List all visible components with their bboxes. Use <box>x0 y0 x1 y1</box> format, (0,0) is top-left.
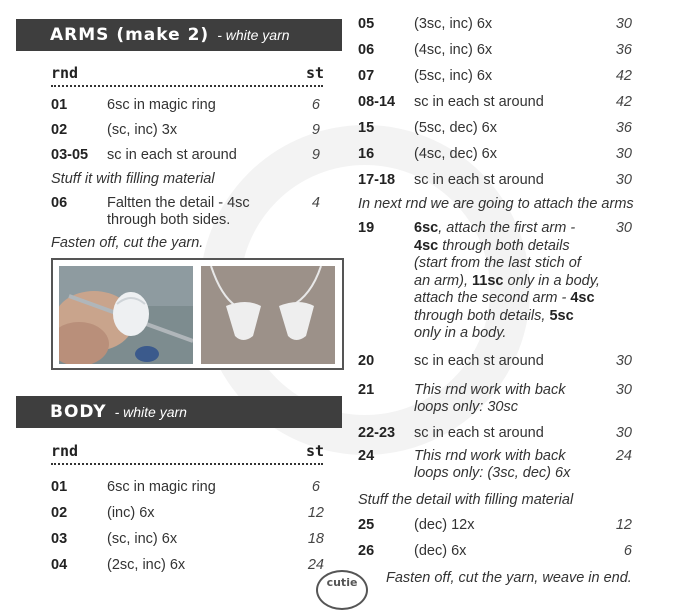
arms-row-st: 9 <box>311 122 320 138</box>
arms-row-st: 4 <box>311 195 320 211</box>
body-row-rnd: 21 <box>358 382 375 398</box>
row19-t1: , attach the first arm - <box>438 220 576 236</box>
arms-fasten-note: Fasten off, cut the yarn. <box>51 235 204 251</box>
row19-t3: (start from the last stich of <box>414 255 581 271</box>
body-title: BODY <box>50 402 107 422</box>
body-row-st: 30 <box>615 425 632 441</box>
arms-row-st: 6 <box>311 97 320 113</box>
body-row-rnd: 26 <box>358 543 375 559</box>
body-row-st: 18 <box>307 531 324 547</box>
body-row-text: (2sc, inc) 6x <box>107 557 186 573</box>
body-row-st: 30 <box>615 146 632 162</box>
body-row-text: (3sc, inc) 6x <box>414 16 493 32</box>
row19-text <box>414 220 600 343</box>
body-row-rnd: 05 <box>358 16 375 32</box>
row24-text <box>414 448 600 482</box>
arms-row-rnd: 06 <box>51 195 68 211</box>
body-fasten-note: Fasten off, cut the yarn, weave in end. <box>386 570 632 586</box>
body-row-st: 30 <box>615 172 632 188</box>
body-row-rnd: 16 <box>358 146 375 162</box>
arms-row-rnd: 01 <box>51 97 68 113</box>
body-stuff-note: Stuff the detail with filling material <box>358 492 574 508</box>
body-row-rnd: 22-23 <box>358 425 396 441</box>
body-row-st: 12 <box>307 505 324 521</box>
body-row-text: (inc) 6x <box>107 505 155 521</box>
arms-dotted-divider <box>51 85 323 87</box>
body-row-text: (4sc, dec) 6x <box>414 146 497 162</box>
row19-bold-4sc: 4sc <box>414 237 439 254</box>
row19-t5: only in a body, <box>503 272 600 289</box>
body-header-bar <box>16 396 342 428</box>
body-row-st: 6 <box>311 479 320 495</box>
body-row-rnd: 07 <box>358 68 375 84</box>
body-row-rnd: 01 <box>51 479 68 495</box>
arms-row06-line1: Faltten the detail - 4sc <box>107 195 250 211</box>
body-row-rnd: 03 <box>51 531 68 547</box>
arms-header-bar <box>16 19 342 51</box>
body-row-st: 42 <box>615 68 632 84</box>
two-arms-photo <box>201 266 335 364</box>
arms-col-st: st <box>306 64 325 82</box>
row19-bold-6sc: 6sc <box>414 220 439 236</box>
arms-stuff-note: Stuff it with filling material <box>51 171 215 187</box>
body-row-st: 36 <box>615 120 632 136</box>
body-row-st: 42 <box>615 94 632 110</box>
body-row-rnd: 15 <box>358 120 375 136</box>
row21-line1: This rnd work with back <box>414 382 566 398</box>
body-row-text: (4sc, inc) 6x <box>414 42 493 58</box>
body-row-rnd: 06 <box>358 42 375 58</box>
body-row-text: sc in each st around <box>414 353 544 369</box>
arms-row-st: 9 <box>311 147 320 163</box>
row24-line1: This rnd work with back <box>414 448 566 464</box>
row19-t2: through both details <box>438 237 570 254</box>
body-row-rnd: 19 <box>358 220 375 236</box>
row24-line2: loops only: (3sc, dec) 6x <box>414 465 571 481</box>
arms-row-rnd: 02 <box>51 122 68 138</box>
body-row-text: sc in each st around <box>414 425 544 441</box>
arms-row-rnd: 03-05 <box>51 147 89 163</box>
body-row-st: 12 <box>615 517 632 533</box>
body-row-st: 30 <box>615 382 632 398</box>
arms-col-rnd: rnd <box>51 64 79 82</box>
body-subtitle: - white yarn <box>114 404 187 420</box>
body-row-st: 36 <box>615 42 632 58</box>
arms-subtitle: - white yarn <box>217 27 290 43</box>
arms-row06-text <box>107 195 292 229</box>
body-row-st: 24 <box>615 448 632 464</box>
cutie-logo-text: cutie <box>326 576 358 589</box>
row19-bold-5sc: 5sc <box>549 307 574 324</box>
row19-bold-4sc-b: 4sc <box>570 290 595 306</box>
body-row-text: (5sc, dec) 6x <box>414 120 497 136</box>
body-dotted-divider <box>51 463 323 465</box>
row19-t8: only in a body. <box>414 325 507 341</box>
body-row-text: (dec) 12x <box>414 517 475 533</box>
arms-row-text: 6sc in magic ring <box>107 97 216 113</box>
body-row-text: sc in each st around <box>414 172 544 188</box>
body-row-st: 6 <box>623 543 632 559</box>
body-row-rnd: 20 <box>358 353 375 369</box>
body-row-st: 30 <box>615 16 632 32</box>
body-row-text: (sc, inc) 6x <box>107 531 178 547</box>
arms-title: ARMS (make 2) <box>50 25 210 45</box>
body-row-text: (dec) 6x <box>414 543 467 559</box>
row19-t7: through both details, <box>414 307 550 324</box>
body-row-text: (5sc, inc) 6x <box>414 68 493 84</box>
body-row-rnd: 17-18 <box>358 172 396 188</box>
crochet-hook-photo <box>59 266 193 364</box>
arms-row-text: (sc, inc) 3x <box>107 122 178 138</box>
body-row-rnd: 24 <box>358 448 375 464</box>
arms-row-text: sc in each st around <box>107 147 237 163</box>
row19-bold-11sc: 11sc <box>472 272 504 289</box>
body-row-rnd: 25 <box>358 517 375 533</box>
body-row-rnd: 04 <box>51 557 68 573</box>
row19-t4: an arm), <box>414 272 473 289</box>
row21-line2: loops only: 30sc <box>414 399 518 415</box>
body-row-st: 24 <box>307 557 324 573</box>
arms-row06-line2: through both sides. <box>107 212 231 228</box>
attach-arms-note: In next rnd we are going to attach the arms <box>358 196 634 212</box>
body-col-st: st <box>306 442 325 460</box>
row19-t6: attach the second arm - <box>414 290 571 306</box>
body-row-text: sc in each st around <box>414 94 544 110</box>
cutie-logo <box>316 570 368 610</box>
body-row-st: 30 <box>615 353 632 369</box>
body-row-text: 6sc in magic ring <box>107 479 216 495</box>
body-row-st: 30 <box>615 220 632 236</box>
body-row-rnd: 02 <box>51 505 68 521</box>
body-row-rnd: 08-14 <box>358 94 396 110</box>
row21-text <box>414 382 600 416</box>
arms-photo-frame <box>51 258 344 370</box>
body-col-rnd: rnd <box>51 442 79 460</box>
